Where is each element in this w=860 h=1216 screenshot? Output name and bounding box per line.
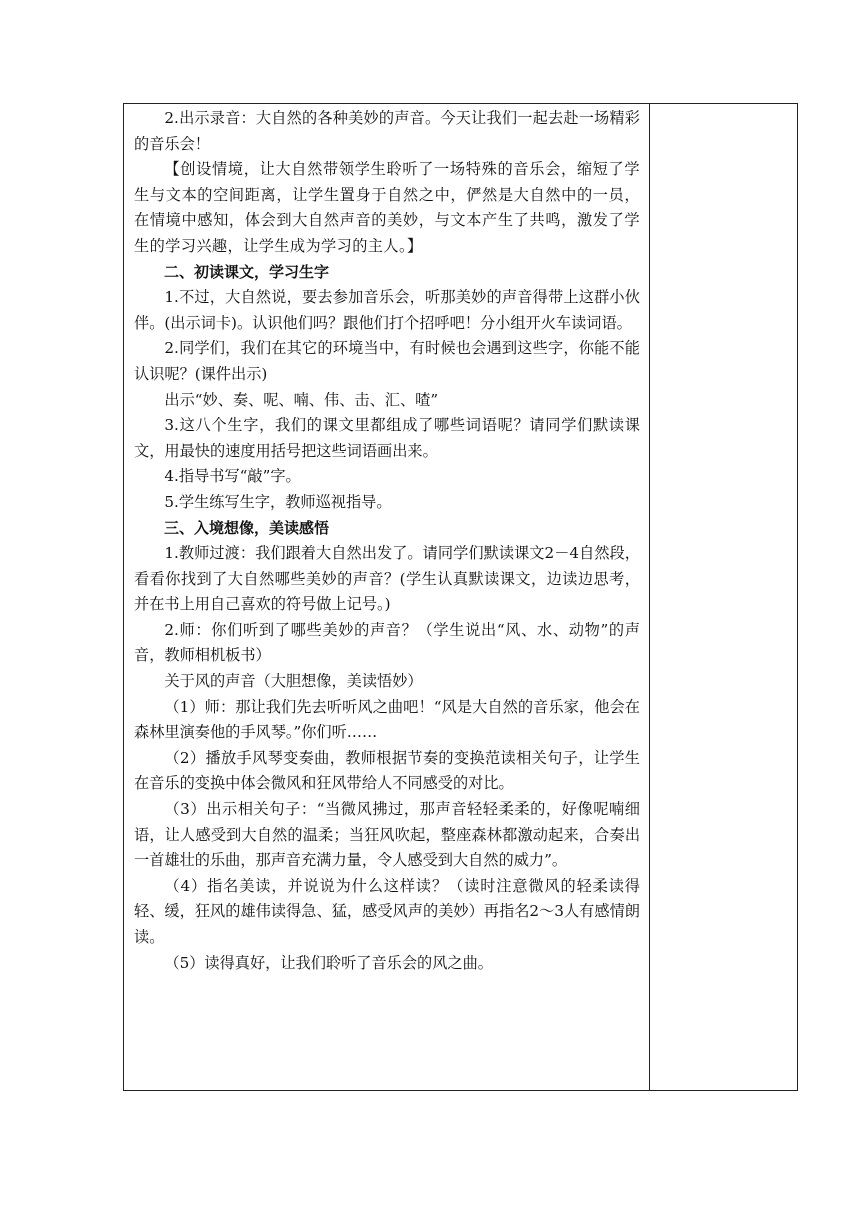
paragraph-practice-writing: 5.学生练写生字，教师巡视指导。 — [164, 492, 392, 511]
paragraph-find-words: 3.这八个生字，我们的课文里都组成了哪些词语呢？请同学们默读课文，用最快的速度用括号把这些词语画出来。 — [134, 416, 640, 460]
teaching-process-content — [134, 106, 640, 976]
section-heading-reading: 二、初读课文，学习生字 — [164, 262, 330, 281]
paragraph-sounds-heard: 2.师：你们听到了哪些美妙的声音？（学生说出“风、水、动物”的声音，教师相机板书） — [134, 620, 640, 665]
lesson-plan-table — [123, 103, 798, 1091]
paragraph-wind-step-4: （4）指名美读，并说说为什么这样读？（读时注意微风的轻柔读得轻、缓，狂风的雄伟读得急、猛，感受风声的美妙）再指名2～3人有感情朗读。 — [134, 876, 640, 946]
design-intent-note: 【创设情境，让大自然带领学生聆听了一场特殊的音乐会，缩短了学生与文本的空间距离，让学生置身于自然之中，俨然是大自然中的一员，在情境中感知，体会到大自然声音的美妙，与文本产生了共鸣，激发了学生的学习兴趣，让学生成为学习的主人。】 — [134, 160, 640, 255]
paragraph-show-characters: 出示“妙、奏、呢、喃、伟、击、汇、喳” — [164, 390, 439, 409]
paragraph-recognize-characters: 2.同学们，我们在其它的环境当中，有时候也会遇到这些字，你能不能认识呢？(课件出示) — [134, 339, 640, 383]
paragraph-word-cards: 1.不过，大自然说，要去参加音乐会，听那美妙的声音得带上这群小伙伴。(出示词卡)。认识他们吗？跟他们打个招呼吧！分小组开火车读词语。 — [134, 288, 640, 332]
paragraph-wind-step-5: （5）读得真好，让我们聆听了音乐会的风之曲。 — [164, 953, 493, 972]
paragraph-wind-step-1: （1）师：那让我们先去听听风之曲吧！“风是大自然的音乐家，他会在森林里演奏他的手风琴。”你们听…… — [134, 697, 640, 742]
paragraph-recording: 2.出示录音：大自然的各种美妙的声音。今天让我们一起去赴一场精彩的音乐会！ — [134, 109, 640, 153]
notes-cell — [650, 104, 797, 1090]
teaching-process-cell — [124, 104, 650, 1090]
paragraph-wind-step-2: （2）播放手风琴变奏曲，教师根据节奏的变换范读相关句子，让学生在音乐的变换中体会微风和狂风带给人不同感受的对比。 — [134, 748, 640, 793]
paragraph-writing-guide: 4.指导书写“敲”字。 — [164, 467, 301, 486]
paragraph-wind-sounds: 关于风的声音（大胆想像，美读悟妙） — [164, 672, 423, 691]
paragraph-transition: 1.教师过渡：我们跟着大自然出发了。请同学们默读课文2－4自然段，看看你找到了大自然哪些美妙的声音？(学生认真默读课文，边读边思考，并在书上用自己喜欢的符号做上记号。) — [134, 544, 640, 614]
paragraph-wind-step-3: （3）出示相关句子：“当微风拂过，那声音轻轻柔柔的，好像呢喃细语，让人感受到大自然的温柔；当狂风吹起，整座森林都激动起来，合奏出一首雄壮的乐曲，那声音充满力量，令人感受到大自然的威力”。 — [134, 800, 640, 870]
section-heading-imagination: 三、入境想像，美读感悟 — [164, 518, 330, 537]
